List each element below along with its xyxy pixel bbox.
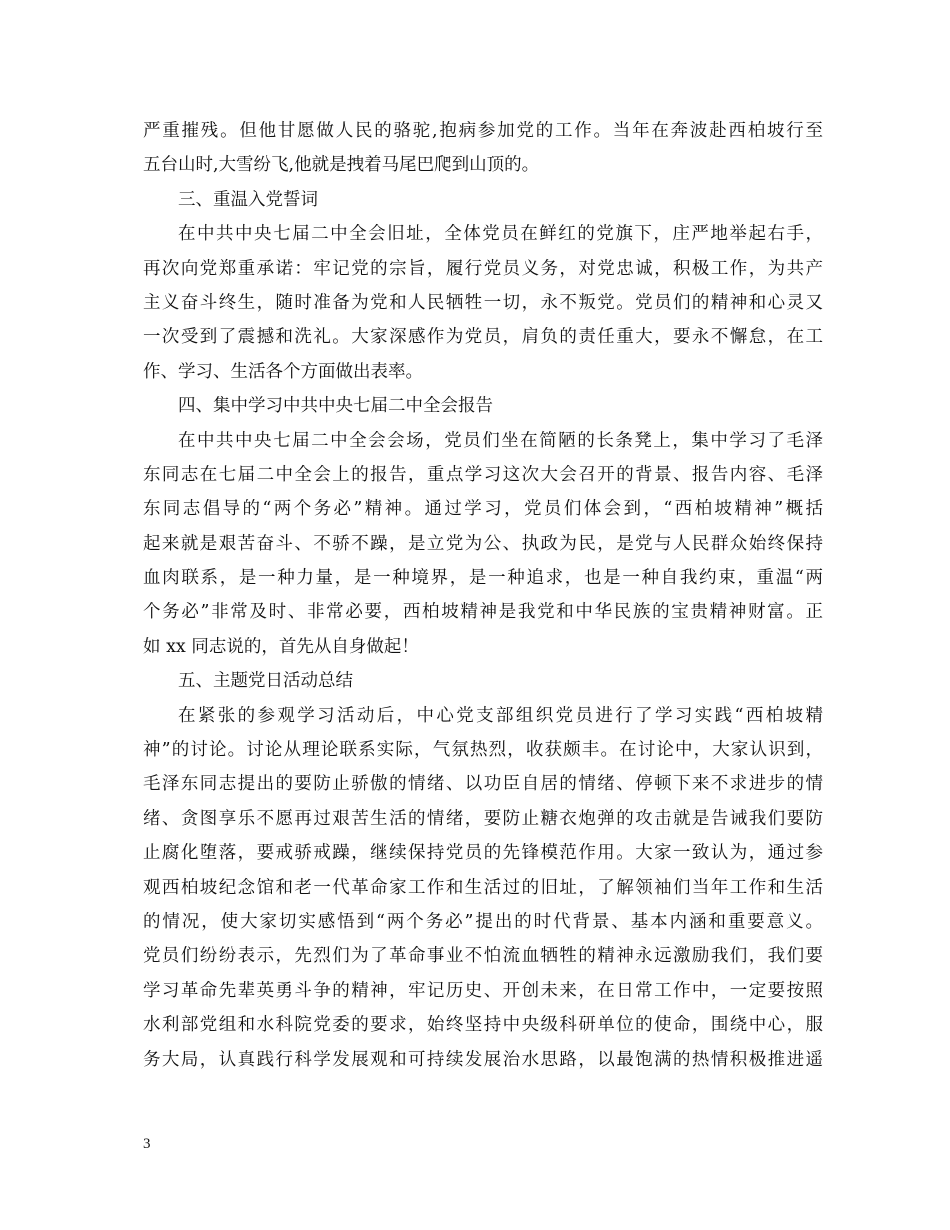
text-line: 观西柏坡纪念馆和老一代革命家工作和生活过的旧址，了解领袖们当年工作和生活 [143,877,823,898]
text-line: 再次向党郑重承诺：牢记党的宗旨，履行党员义务，对党忠诚，积极工作，为共产 [143,258,823,279]
text-line: 毛泽东同志提出的要防止骄傲的情绪、以功臣自居的情绪、停顿下来不求进步的情 [143,774,823,795]
text-line: 神”的讨论。讨论从理论联系实际，气氛热烈，收获颇丰。在讨论中，大家认识到， [143,740,823,761]
text-line: 如 xx 同志说的，首先从自身做起！ [143,636,419,657]
section-heading: 三、重温入党誓词 [178,189,318,210]
text-line: 学习革命先辈英勇斗争的精神，牢记历史、开创未来，在日常工作中，一定要按照 [143,980,823,1001]
text-line: 一次受到了震撼和洗礼。大家深感作为党员，肩负的责任重大，要永不懈怠，在工 [143,327,823,348]
text-line: 主义奋斗终生，随时准备为党和人民牺牲一切，永不叛党。党员们的精神和心灵又 [143,292,823,313]
section-heading: 四、集中学习中共中央七届二中全会报告 [178,396,493,417]
body-text [143,114,823,1077]
section-heading: 五、主题党日活动总结 [178,671,353,692]
text-line: 东同志倡导的“两个务必”精神。通过学习，党员们体会到，“西柏坡精神”概括 [143,499,823,520]
text-line: 止腐化堕落，要戒骄戒躁，继续保持党员的先锋模范作用。大家一致认为，通过参 [143,843,823,864]
text-line: 的情况，使大家切实感悟到“两个务必”提出的时代背景、基本内涵和重要意义。 [143,911,823,932]
text-line: 五台山时,大雪纷飞,他就是拽着马尾巴爬到山顶的。 [143,155,540,176]
text-line: 血肉联系，是一种力量，是一种境界，是一种追求，也是一种自我约束，重温“两 [143,568,823,589]
text-line: 起来就是艰苦奋斗、不骄不躁，是立党为公、执政为民，是党与人民群众始终保持 [143,533,823,554]
text-line: 作、学习、生活各个方面做出表率。 [143,361,423,382]
text-line: 绪、贪图享乐不愿再过艰苦生活的情绪，要防止糖衣炮弹的攻击就是告诫我们要防 [143,808,823,829]
text-line: 个务必”非常及时、非常必要，西柏坡精神是我党和中华民族的宝贵精神财富。正 [143,602,823,623]
page-number: 3 [143,1136,151,1152]
text-line: 水利部党组和水科院党委的要求，始终坚持中央级科研单位的使命，围绕中心，服 [143,1015,823,1036]
text-line: 严重摧残。但他甘愿做人民的骆驼,抱病参加党的工作。当年在奔波赴西柏坡行至 [143,121,823,141]
text-line: 在中共中央七届二中全会旧址，全体党员在鲜红的党旗下，庄严地举起右手， [178,224,823,245]
text-line: 在中共中央七届二中全会会场，党员们坐在简陋的长条凳上，集中学习了毛泽 [178,430,823,451]
text-line: 在紧张的参观学习活动后，中心党支部组织党员进行了学习实践“西柏坡精 [178,705,823,726]
text-line: 东同志在七届二中全会上的报告，重点学习这次大会召开的背景、报告内容、毛泽 [143,464,823,485]
text-line: 务大局，认真践行科学发展观和可持续发展治水思路，以最饱满的热情积极推进遥 [143,1049,823,1070]
text-line: 党员们纷纷表示，先烈们为了革命事业不怕流血牺牲的精神永远激励我们，我们要 [143,946,823,967]
